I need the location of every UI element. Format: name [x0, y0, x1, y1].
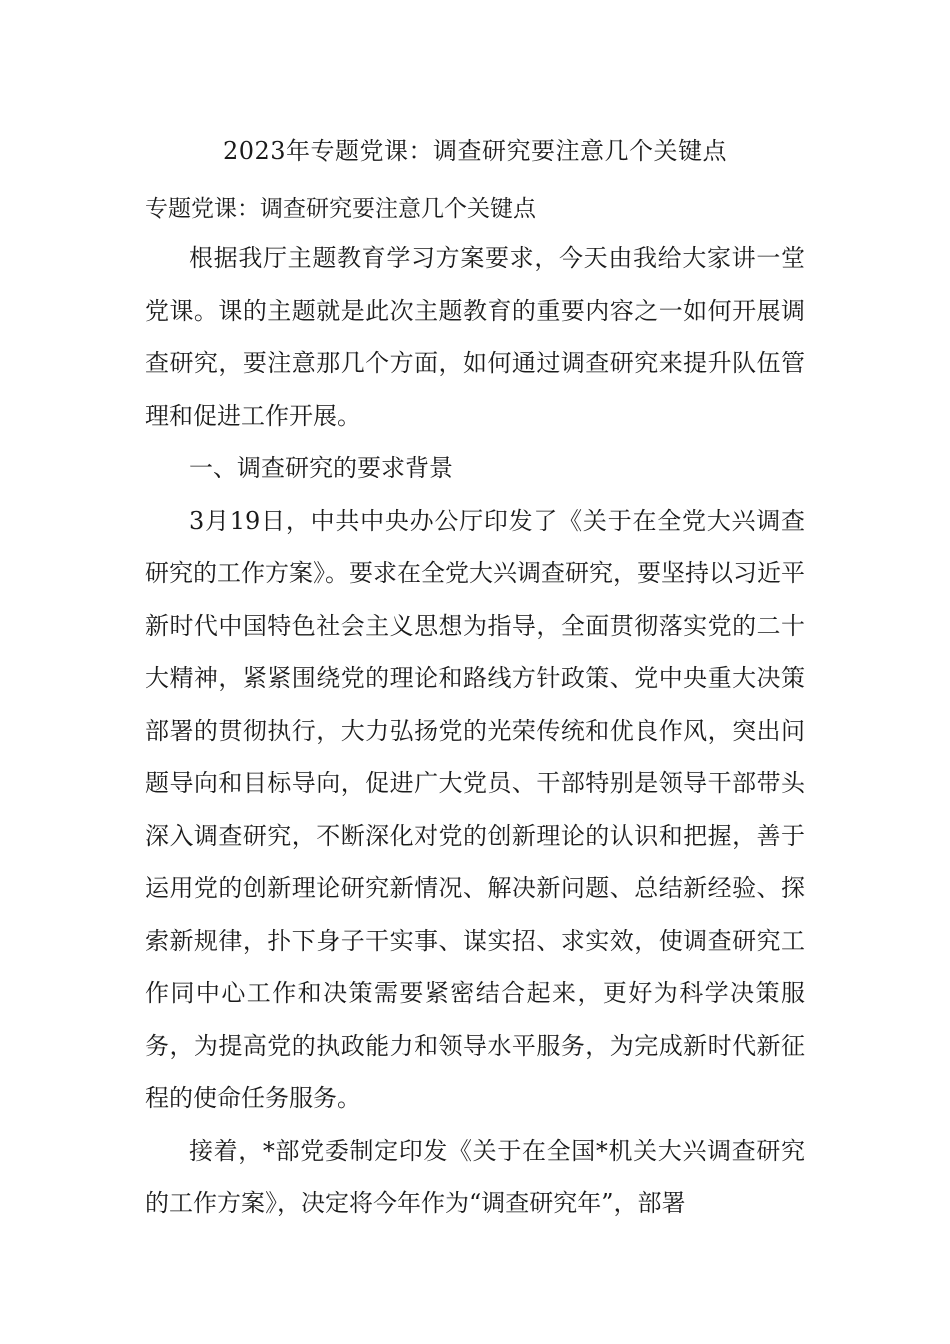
section-heading-background: 一、调查研究的要求背景	[189, 454, 453, 482]
document-title: 2023年专题党课：调查研究要注意几个关键点	[222, 137, 728, 165]
paragraph-continuation: 接着，*部党委制定印发《关于在全国*机关大兴调查研究的工作方案》，决定将今年作为“调查研究年”，部署	[145, 1136, 805, 1217]
paragraph-intro: 根据我厅主题教育学习方案要求，今天由我给大家讲一堂党课。课的主题就是此次主题教育的重要内容之一如何开展调查研究，要注意那几个方面，如何通过调查研究来提升队伍管理和促进工作开展。	[145, 244, 805, 430]
document-subtitle: 专题党课：调查研究要注意几个关键点	[145, 196, 536, 222]
document-page	[145, 128, 805, 1230]
paragraph-background: 3月19日，中共中央办公厅印发了《关于在全党大兴调查研究的工作方案》。要求在全党大兴调查研究，要坚持以习近平新时代中国特色社会主义思想为指导，全面贯彻落实党的二十大精神，紧紧围绕党的理论和路线方针政策、党中央重大决策部署的贯彻执行，大力弘扬党的光荣传统和优良作风，突出问题导向和目标导向，促进广大党员、干部特别是领导干部带头深入调查研究，不断深化对党的创新理论的认识和把握，善于运用党的创新理论研究新情况、解决新问题、总结新经验、探索新规律，扑下身子干实事、谋实招、求实效，使调查研究工作同中心工作和决策需要紧密结合起来，更好为科学决策服务，为提高党的执政能力和领导水平服务，为完成新时代新征程的使命任务服务。	[145, 506, 805, 1112]
